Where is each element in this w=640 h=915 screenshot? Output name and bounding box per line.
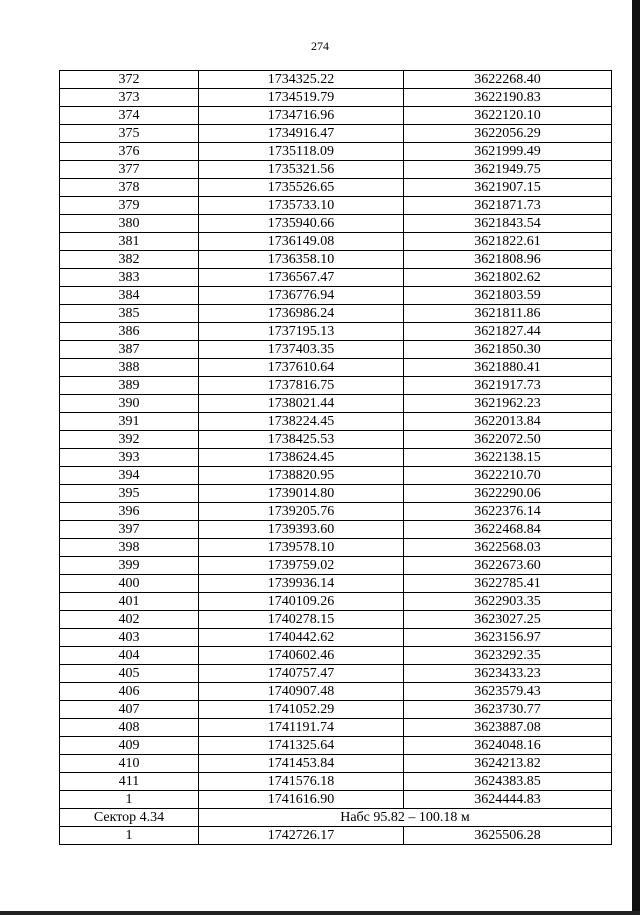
sector-header-row [60,809,612,827]
point-number-cell: 402 [60,611,199,629]
y-coordinate-cell: 3621808.96 [404,251,612,269]
y-coordinate-cell: 3623027.25 [404,611,612,629]
y-coordinate-cell: 3623433.23 [404,665,612,683]
x-coordinate-cell: 1740757.47 [199,665,404,683]
x-coordinate-cell: 1741191.74 [199,719,404,737]
y-coordinate-cell: 3621999.49 [404,143,612,161]
table-row [60,161,612,179]
y-coordinate-cell: 3622785.41 [404,575,612,593]
x-coordinate-cell: 1740442.62 [199,629,404,647]
y-coordinate-cell: 3623292.35 [404,647,612,665]
y-coordinate-cell: 3622290.06 [404,485,612,503]
y-coordinate-cell: 3622376.14 [404,503,612,521]
y-coordinate-cell: 3621827.44 [404,323,612,341]
table-row [60,215,612,233]
y-coordinate-cell: 3622568.03 [404,539,612,557]
y-coordinate-cell: 3623156.97 [404,629,612,647]
y-coordinate-cell: 3621962.23 [404,395,612,413]
table-row [60,359,612,377]
x-coordinate-cell: 1738624.45 [199,449,404,467]
table-row [60,449,612,467]
x-coordinate-cell: 1737816.75 [199,377,404,395]
y-coordinate-cell: 3621843.54 [404,215,612,233]
point-number-cell: 379 [60,197,199,215]
point-number-cell: 1 [60,827,199,845]
point-number-cell: 372 [60,71,199,89]
y-coordinate-cell: 3624383.85 [404,773,612,791]
table-row [60,521,612,539]
x-coordinate-cell: 1741453.84 [199,755,404,773]
point-number-cell: 409 [60,737,199,755]
point-number-cell: 387 [60,341,199,359]
y-coordinate-cell: 3621850.30 [404,341,612,359]
sector-height-range: Набс 95.82 – 100.18 м [199,809,612,827]
y-coordinate-cell: 3625506.28 [404,827,612,845]
y-coordinate-cell: 3622210.70 [404,467,612,485]
point-number-cell: 396 [60,503,199,521]
point-number-cell: 376 [60,143,199,161]
table-row [60,467,612,485]
table-row [60,575,612,593]
point-number-cell: 400 [60,575,199,593]
y-coordinate-cell: 3621917.73 [404,377,612,395]
table-row [60,287,612,305]
point-number-cell: 408 [60,719,199,737]
table-row [60,773,612,791]
table-row [60,179,612,197]
x-coordinate-cell: 1741576.18 [199,773,404,791]
y-coordinate-cell: 3621803.59 [404,287,612,305]
point-number-cell: 384 [60,287,199,305]
x-coordinate-cell: 1738021.44 [199,395,404,413]
coordinates-table-body [60,71,612,845]
x-coordinate-cell: 1737610.64 [199,359,404,377]
x-coordinate-cell: 1738425.53 [199,431,404,449]
table-row [60,629,612,647]
table-row [60,125,612,143]
y-coordinate-cell: 3622013.84 [404,413,612,431]
point-number-cell: 392 [60,431,199,449]
point-number-cell: 374 [60,107,199,125]
x-coordinate-cell: 1735526.65 [199,179,404,197]
point-number-cell: 399 [60,557,199,575]
table-row [60,305,612,323]
table-row [60,665,612,683]
point-number-cell: 405 [60,665,199,683]
table-row [60,143,612,161]
y-coordinate-cell: 3622056.29 [404,125,612,143]
x-coordinate-cell: 1742726.17 [199,827,404,845]
point-number-cell: 394 [60,467,199,485]
point-number-cell: 391 [60,413,199,431]
x-coordinate-cell: 1739014.80 [199,485,404,503]
coordinates-table [59,70,612,845]
table-row [60,395,612,413]
point-number-cell: 373 [60,89,199,107]
y-coordinate-cell: 3621871.73 [404,197,612,215]
point-number-cell: 380 [60,215,199,233]
x-coordinate-cell: 1740602.46 [199,647,404,665]
point-number-cell: 398 [60,539,199,557]
point-number-cell: 390 [60,395,199,413]
table-row [60,647,612,665]
scan-edge-right [632,0,640,915]
y-coordinate-cell: 3621822.61 [404,233,612,251]
table-row [60,755,612,773]
x-coordinate-cell: 1739205.76 [199,503,404,521]
point-number-cell: 388 [60,359,199,377]
page-number: 274 [311,39,329,53]
point-number-cell: 377 [60,161,199,179]
point-number-cell: 1 [60,791,199,809]
y-coordinate-cell: 3624213.82 [404,755,612,773]
point-number-cell: 385 [60,305,199,323]
table-row [60,827,612,845]
y-coordinate-cell: 3622072.50 [404,431,612,449]
x-coordinate-cell: 1739578.10 [199,539,404,557]
y-coordinate-cell: 3622120.10 [404,107,612,125]
table-row [60,233,612,251]
y-coordinate-cell: 3622138.15 [404,449,612,467]
point-number-cell: 381 [60,233,199,251]
y-coordinate-cell: 3621811.86 [404,305,612,323]
point-number-cell: 403 [60,629,199,647]
x-coordinate-cell: 1740109.26 [199,593,404,611]
y-coordinate-cell: 3623887.08 [404,719,612,737]
table-row [60,107,612,125]
point-number-cell: 378 [60,179,199,197]
table-row [60,197,612,215]
y-coordinate-cell: 3622468.84 [404,521,612,539]
x-coordinate-cell: 1734519.79 [199,89,404,107]
table-row [60,611,612,629]
y-coordinate-cell: 3621907.15 [404,179,612,197]
table-row [60,557,612,575]
point-number-cell: 407 [60,701,199,719]
x-coordinate-cell: 1735733.10 [199,197,404,215]
point-number-cell: 411 [60,773,199,791]
point-number-cell: 389 [60,377,199,395]
scan-edge-bottom [0,911,640,915]
table-row [60,71,612,89]
table-row [60,269,612,287]
table-row [60,377,612,395]
point-number-cell: 386 [60,323,199,341]
x-coordinate-cell: 1736567.47 [199,269,404,287]
point-number-cell: 401 [60,593,199,611]
table-row [60,593,612,611]
point-number-cell: 383 [60,269,199,287]
y-coordinate-cell: 3622673.60 [404,557,612,575]
x-coordinate-cell: 1739936.14 [199,575,404,593]
table-row [60,485,612,503]
y-coordinate-cell: 3623579.43 [404,683,612,701]
x-coordinate-cell: 1735940.66 [199,215,404,233]
y-coordinate-cell: 3622190.83 [404,89,612,107]
table-row [60,683,612,701]
y-coordinate-cell: 3624048.16 [404,737,612,755]
x-coordinate-cell: 1737195.13 [199,323,404,341]
point-number-cell: 404 [60,647,199,665]
x-coordinate-cell: 1741325.64 [199,737,404,755]
x-coordinate-cell: 1734325.22 [199,71,404,89]
x-coordinate-cell: 1736149.08 [199,233,404,251]
x-coordinate-cell: 1738224.45 [199,413,404,431]
x-coordinate-cell: 1735118.09 [199,143,404,161]
point-number-cell: 406 [60,683,199,701]
x-coordinate-cell: 1734716.96 [199,107,404,125]
y-coordinate-cell: 3621880.41 [404,359,612,377]
table-row [60,251,612,269]
x-coordinate-cell: 1738820.95 [199,467,404,485]
y-coordinate-cell: 3623730.77 [404,701,612,719]
point-number-cell: 375 [60,125,199,143]
table-row [60,503,612,521]
point-number-cell: 393 [60,449,199,467]
x-coordinate-cell: 1739759.02 [199,557,404,575]
sector-label: Сектор 4.34 [60,809,199,827]
table-row [60,791,612,809]
x-coordinate-cell: 1740907.48 [199,683,404,701]
x-coordinate-cell: 1741616.90 [199,791,404,809]
x-coordinate-cell: 1736358.10 [199,251,404,269]
x-coordinate-cell: 1735321.56 [199,161,404,179]
y-coordinate-cell: 3621949.75 [404,161,612,179]
table-row [60,539,612,557]
point-number-cell: 382 [60,251,199,269]
x-coordinate-cell: 1740278.15 [199,611,404,629]
table-row [60,341,612,359]
x-coordinate-cell: 1741052.29 [199,701,404,719]
y-coordinate-cell: 3622268.40 [404,71,612,89]
x-coordinate-cell: 1739393.60 [199,521,404,539]
y-coordinate-cell: 3624444.83 [404,791,612,809]
point-number-cell: 397 [60,521,199,539]
x-coordinate-cell: 1734916.47 [199,125,404,143]
table-row [60,413,612,431]
table-row [60,431,612,449]
x-coordinate-cell: 1736776.94 [199,287,404,305]
table-row [60,737,612,755]
table-row [60,701,612,719]
point-number-cell: 395 [60,485,199,503]
point-number-cell: 410 [60,755,199,773]
table-row [60,89,612,107]
table-row [60,719,612,737]
y-coordinate-cell: 3621802.62 [404,269,612,287]
x-coordinate-cell: 1737403.35 [199,341,404,359]
table-row [60,323,612,341]
y-coordinate-cell: 3622903.35 [404,593,612,611]
x-coordinate-cell: 1736986.24 [199,305,404,323]
